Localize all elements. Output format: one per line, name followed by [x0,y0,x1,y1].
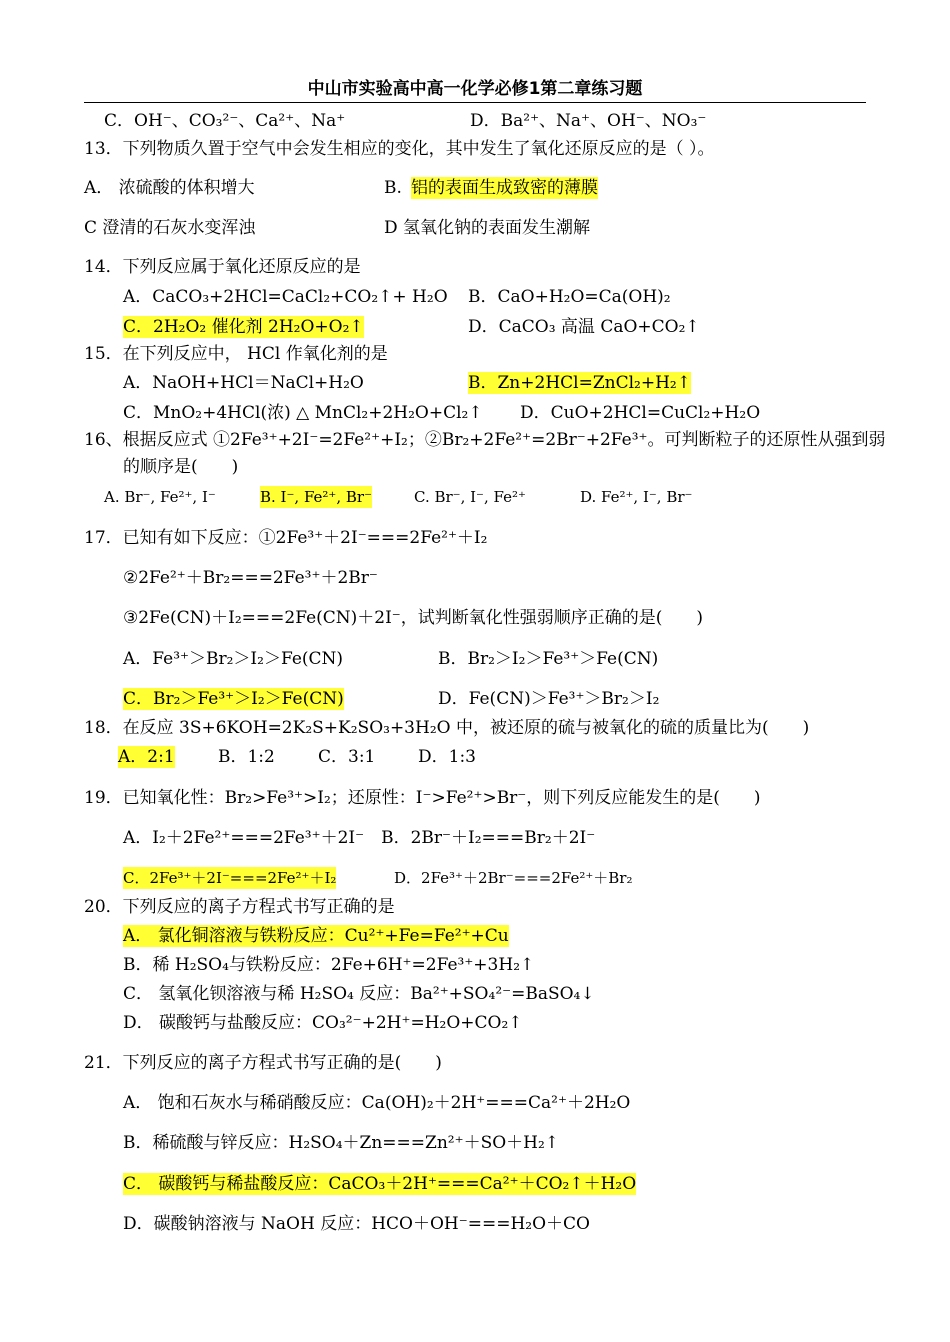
text-line: C． 氢氧化钡溶液与稀 H₂SO₄ 反应：Ba²⁺+SO₄²⁻=BaSO₄↓ [123,984,595,1004]
highlighted-answer: C．2H₂O₂ 催化剂 2H₂O+O₂↑ [123,317,364,337]
text-line: 13．下列物质久置于空气中会发生相应的变化，其中发生了氧化还原反应的是（ ）。 [84,139,715,159]
text-line: ②2Fe²⁺＋Br₂===2Fe³⁺＋2Br⁻ [123,568,378,588]
text-line: D 氢氧化钠的表面发生潮解 [384,218,591,238]
text-line: D．Ba²⁺、Na⁺、OH⁻、NO₃⁻ [470,111,707,131]
text-line: C．3:1 [318,747,376,767]
text-line: B．稀 H₂SO₄与铁粉反应：2Fe+6H⁺=2Fe³⁺+3H₂↑ [123,955,535,975]
text-line: B．Br₂＞I₂＞Fe³⁺＞Fe(CN) [438,649,659,669]
highlighted-answer: C．Br₂＞Fe³⁺＞I₂＞Fe(CN) [123,689,344,709]
page-title: 中山市实验高中高一化学必修1第二章练习题 [84,78,866,103]
text-line: A．NaOH+HCl＝NaCl+H₂O [123,373,364,393]
text-line: 17．已知有如下反应：①2Fe³⁺＋2I⁻===2Fe²⁺＋I₂ [84,528,488,548]
text-line: B．稀硫酸与锌反应：H₂SO₄＋Zn===Zn²⁺＋SO＋H₂↑ [123,1133,560,1153]
highlighted-answer: A． 氯化铜溶液与铁粉反应：Cu²⁺+Fe=Fe²⁺+Cu [123,926,509,946]
text-line: A．Fe³⁺＞Br₂＞I₂＞Fe(CN) [123,649,344,669]
text-line: B．1:2 [218,747,275,767]
text-line: ③2Fe(CN)＋I₂===2Fe(CN)＋2I⁻，试判断氧化性强弱顺序正确的是( ) [123,608,704,628]
text-line: 15．在下列反应中， HCl 作氧化剂的是 [84,344,388,364]
text-line: B. [384,178,402,198]
text-line: C．OH⁻、CO₃²⁻、Ca²⁺、Na⁺ [104,111,346,131]
text-line: D． 碳酸钙与盐酸反应：CO₃²⁻+2H⁺=H₂O+CO₂↑ [123,1013,523,1033]
text-line: D．Fe(CN)＞Fe³⁺＞Br₂＞I₂ [438,689,660,709]
highlighted-answer: C．2Fe³⁺＋2I⁻===2Fe²⁺＋I₂ [123,869,337,887]
text-line: D. Fe²⁺, I⁻, Br⁻ [580,488,693,506]
text-line: 21．下列反应的离子方程式书写正确的是( ) [84,1053,442,1073]
text-line: 的顺序是( ) [123,457,239,477]
text-line: D．2Fe³⁺＋2Br⁻===2Fe²⁺＋Br₂ [394,869,633,887]
text-line: 16、根据反应式 ①2Fe³⁺+2I⁻=2Fe²⁺+I₂；②Br₂+2Fe²⁺=2Br⁻+2Fe³⁺。可判断粒子的还原性从强到弱 [84,430,886,450]
highlighted-answer: B．Zn+2HCl=ZnCl₂+H₂↑ [468,373,691,393]
text-line: C. Br⁻, I⁻, Fe²⁺ [414,488,526,506]
text-line: B．CaO+H₂O=Ca(OH)₂ [468,287,671,307]
text-line: D．CaCO₃ 高温 CaO+CO₂↑ [468,317,700,337]
highlighted-answer: 铝的表面生成致密的薄膜 [411,178,598,198]
highlighted-answer: B. I⁻, Fe²⁺, Br⁻ [260,488,372,506]
text-line: A． 浓硫酸的体积增大 [84,178,255,198]
text-line: D．1:3 [418,747,476,767]
text-line: 18．在反应 3S+6KOH=2K₂S+K₂SO₃+3H₂O 中，被还原的硫与被氧化的硫的质量比为( ) [84,718,810,738]
highlighted-answer: A．2:1 [118,747,175,767]
text-line: D．碳酸钠溶液与 NaOH 反应：HCO＋OH⁻===H₂O＋CO [123,1214,590,1234]
highlighted-answer: C． 碳酸钙与稀盐酸反应：CaCO₃＋2H⁺===Ca²⁺＋CO₂↑＋H₂O [123,1174,637,1194]
text-line: C．MnO₂+4HCl(浓) △ MnCl₂+2H₂O+Cl₂↑ [123,403,483,423]
text-line: 19．已知氧化性：Br₂>Fe³⁺>I₂；还原性：I⁻>Fe²⁺>Br⁻，则下列反应能发生的是( ) [84,788,761,808]
text-line: D．CuO+2HCl=CuCl₂+H₂O [520,403,761,423]
text-line: A. Br⁻, Fe²⁺, I⁻ [104,488,216,506]
text-line: A．CaCO₃+2HCl=CaCl₂+CO₂↑+ H₂O [123,287,448,307]
text-line: C 澄清的石灰水变浑浊 [84,218,256,238]
text-line: 20．下列反应的离子方程式书写正确的是 [84,897,395,917]
text-line: A．I₂＋2Fe²⁺===2Fe³⁺＋2I⁻ B．2Br⁻＋I₂===Br₂＋2I⁻ [123,828,596,848]
text-line: 14．下列反应属于氧化还原反应的是 [84,257,361,277]
text-line: A． 饱和石灰水与稀硝酸反应：Ca(OH)₂＋2H⁺===Ca²⁺＋2H₂O [123,1093,631,1113]
